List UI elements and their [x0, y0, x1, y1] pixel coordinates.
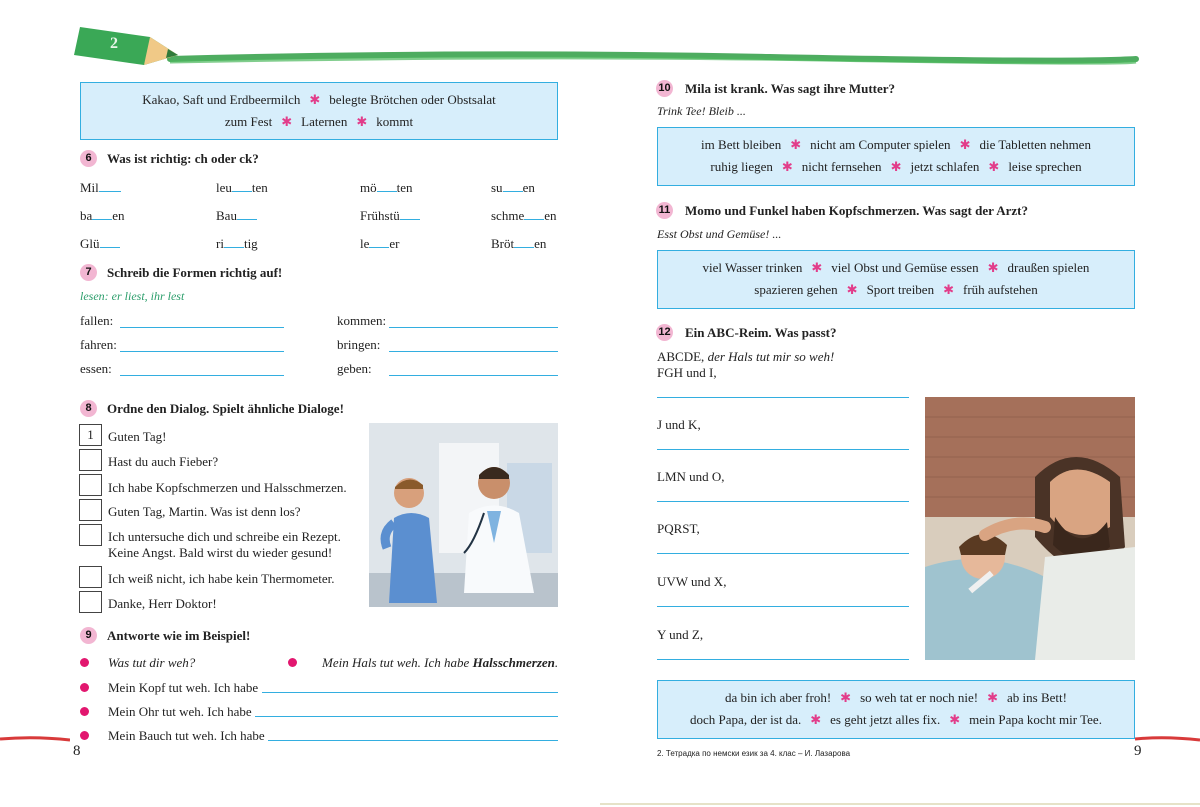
dialog-line: Guten Tag!	[108, 429, 167, 444]
wordbox-top-left	[80, 82, 558, 140]
star-separator-icon: ✱	[846, 282, 858, 297]
fill-gap[interactable]	[503, 179, 523, 192]
word: zum Fest	[224, 114, 273, 129]
page-badge-number: 2	[110, 35, 118, 52]
bullet-dot-icon	[80, 731, 89, 740]
rhyme-line: J und K,	[657, 417, 701, 432]
star-separator-icon: ✱	[987, 690, 999, 705]
fill-gap[interactable]	[92, 207, 112, 220]
star-separator-icon: ✱	[988, 159, 1000, 174]
task-number-badge: 10	[656, 80, 673, 97]
answer-line[interactable]	[262, 692, 558, 693]
task-title: Ordne den Dialog. Spielt ähnliche Dialoge!	[107, 401, 344, 416]
fill-gap[interactable]	[369, 235, 389, 248]
fill-gap[interactable]	[224, 235, 244, 248]
sentence-stem: Mein Kopf tut weh. Ich habe	[108, 680, 259, 695]
fill-gap[interactable]	[100, 235, 120, 248]
order-box[interactable]	[79, 524, 102, 546]
word: Kakao, Saft und Erdbeermilch	[142, 92, 301, 107]
answer-line[interactable]	[389, 351, 558, 352]
task-number-badge: 6	[80, 150, 97, 167]
gap-word: le er	[360, 236, 400, 251]
word: Laternen	[301, 114, 348, 129]
fill-gap[interactable]	[514, 235, 534, 248]
page-number-left: 8	[73, 743, 81, 759]
star-separator-icon: ✱	[810, 712, 822, 727]
bullet-dot-icon	[288, 658, 297, 667]
bullet-dot-icon	[80, 683, 89, 692]
star-separator-icon: ✱	[840, 690, 852, 705]
answer-line[interactable]	[657, 606, 909, 607]
word: kommt	[376, 114, 414, 129]
order-box[interactable]	[79, 566, 102, 588]
dialog-line: Ich habe Kopfschmerzen und Halsschmerzen.	[108, 480, 347, 495]
order-box[interactable]: 1	[79, 424, 102, 446]
task-number-badge: 7	[80, 264, 97, 281]
gap-word: Bröt en	[491, 236, 547, 251]
task-title: Ein ABC-Reim. Was passt?	[685, 325, 837, 340]
star-separator-icon: ✱	[943, 282, 954, 297]
gap-word: ba en	[80, 208, 125, 223]
gap-word: Bau	[216, 207, 257, 224]
footer-note: 2. Тетрадка по немски език за 4. клас – И. Лазарова	[657, 749, 851, 758]
task-title: Momo und Funkel haben Kopfschmerzen. Was sagt der Arzt?	[685, 203, 1028, 218]
wordbox-line-2: ruhig liegen ✱ nicht fernsehen ✱ jetzt schlafen ✱ leise sprechen	[710, 159, 1082, 174]
gap-word: leu ten	[216, 180, 268, 195]
wordbox-line-2: spazieren gehen ✱ Sport treiben ✱ früh aufstehen	[754, 282, 1038, 297]
verb-label: fallen:	[80, 313, 114, 328]
word: belegte Brötchen oder Obstsalat	[329, 92, 496, 107]
rhyme-line: UVW und X,	[657, 574, 727, 589]
dialog-line: Hast du auch Fieber?	[108, 454, 219, 469]
fill-gap[interactable]	[232, 179, 252, 192]
answer-line[interactable]	[657, 397, 909, 398]
gap-word: mö ten	[360, 180, 413, 195]
star-separator-icon: ✱	[790, 137, 802, 152]
wordbox-line-1	[81, 92, 557, 108]
gap-word: Frühstü	[360, 207, 420, 224]
dialog-line: Danke, Herr Doktor!	[108, 596, 217, 611]
star-separator-icon: ✱	[959, 137, 971, 152]
verb-label: kommen:	[337, 313, 387, 328]
bullet-dot-icon	[80, 658, 89, 667]
wordbox-line-1: im Bett bleiben ✱ nicht am Computer spielen ✱ die Tabletten nehmen	[701, 137, 1091, 152]
answer-line[interactable]	[657, 659, 909, 660]
fill-gap[interactable]	[400, 207, 420, 220]
order-box[interactable]	[79, 499, 102, 521]
bullet-dot-icon	[80, 707, 89, 716]
bottom-right-crayon-stroke	[1135, 733, 1200, 745]
task-example: Esst Obst und Gemüse! ...	[657, 227, 782, 241]
task-example: lesen: er liest, ihr lest	[80, 289, 185, 303]
verb-label: geben:	[337, 361, 372, 376]
answer-line[interactable]	[389, 327, 558, 328]
answer-line[interactable]	[120, 375, 284, 376]
dialog-line: Ich weiß nicht, ich habe kein Thermometer.	[108, 571, 335, 586]
task-title: Was ist richtig: ch oder ck?	[107, 151, 259, 166]
sentence-stem: Mein Ohr tut weh. Ich habe	[108, 704, 252, 719]
task-title: Antworte wie im Beispiel!	[107, 628, 251, 643]
doctor-examining-boy-photo	[369, 423, 558, 607]
gap-word: su en	[491, 180, 535, 195]
rhyme-first-line: ABCDE, der Hals tut mir so weh!	[657, 349, 835, 364]
answer-line[interactable]	[120, 327, 284, 328]
answer-line[interactable]	[268, 740, 558, 741]
star-separator-icon: ✱	[309, 92, 321, 107]
gap-word: ri tig	[216, 236, 258, 251]
wordbox-task-12	[657, 680, 1135, 739]
header-pencil-decoration	[70, 15, 1150, 75]
task-example: Trink Tee! Bleib ...	[657, 104, 746, 118]
star-separator-icon: ✱	[781, 159, 793, 174]
wordbox-line-1: da bin ich aber froh! ✱ so weh tat er noch nie! ✱ ab ins Bett!	[725, 690, 1067, 705]
task-number-badge: 11	[656, 202, 673, 219]
rhyme-line: PQRST,	[657, 521, 700, 536]
answer-line[interactable]	[120, 351, 284, 352]
answer-line[interactable]	[657, 501, 909, 502]
wordbox-line-1: viel Wasser trinken ✱ viel Obst und Gemüse essen ✱ draußen spielen	[702, 260, 1090, 275]
star-separator-icon: ✱	[890, 159, 902, 174]
star-separator-icon: ✱	[949, 712, 961, 727]
dialog-line: Ich untersuche dich und schreibe ein Rezept.	[108, 529, 341, 544]
wordbox-line-2	[81, 114, 557, 130]
gap-word: Glü	[80, 235, 120, 252]
dialog-line: Guten Tag, Martin. Was ist denn los?	[108, 504, 301, 519]
gap-word: Mil	[80, 179, 121, 196]
task-number-badge: 8	[80, 400, 97, 417]
order-box[interactable]	[79, 449, 102, 471]
order-box[interactable]	[79, 591, 102, 613]
gap-word: schme en	[491, 208, 557, 223]
sentence-stem: Mein Bauch tut weh. Ich habe	[108, 728, 265, 743]
task-number-badge: 9	[80, 627, 97, 644]
example-answer: Mein Hals tut weh. Ich habe Halsschmerzen.	[322, 655, 559, 670]
wordbox-line-2: doch Papa, der ist da. ✱ es geht jetzt alles fix. ✱ mein Papa kocht mir Tee.	[690, 712, 1102, 727]
star-separator-icon: ✱	[811, 260, 823, 275]
answer-line[interactable]	[657, 553, 909, 554]
rhyme-line: FGH und I,	[657, 365, 717, 380]
answer-line[interactable]	[657, 449, 909, 450]
fill-gap[interactable]	[237, 207, 257, 220]
dialog-line: Keine Angst. Bald wirst du wieder gesund!	[108, 545, 333, 560]
answer-line[interactable]	[255, 716, 558, 717]
order-box[interactable]	[79, 474, 102, 496]
fill-gap[interactable]	[377, 179, 397, 192]
task-title: Schreib die Formen richtig auf!	[107, 265, 283, 280]
verb-label: bringen:	[337, 337, 381, 352]
wordbox-task-10	[657, 127, 1135, 186]
father-checking-sick-child-photo	[925, 397, 1135, 660]
fill-gap[interactable]	[524, 207, 544, 220]
verb-label: fahren:	[80, 337, 117, 352]
star-separator-icon: ✱	[281, 114, 293, 129]
rhyme-line: Y und Z,	[657, 627, 704, 642]
task-number-badge: 12	[656, 324, 673, 341]
star-separator-icon: ✱	[356, 114, 368, 129]
rhyme-line: LMN und O,	[657, 469, 725, 484]
bottom-left-crayon-stroke	[0, 733, 70, 745]
task-title: Mila ist krank. Was sagt ihre Mutter?	[685, 81, 896, 96]
example-question: Was tut dir weh?	[108, 655, 196, 670]
fill-gap[interactable]	[99, 179, 121, 192]
page-number-right: 9	[1134, 743, 1142, 759]
bottom-edge-line	[600, 803, 1200, 805]
answer-line[interactable]	[389, 375, 558, 376]
verb-label: essen:	[80, 361, 112, 376]
star-separator-icon: ✱	[987, 260, 999, 275]
wordbox-task-11	[657, 250, 1135, 309]
